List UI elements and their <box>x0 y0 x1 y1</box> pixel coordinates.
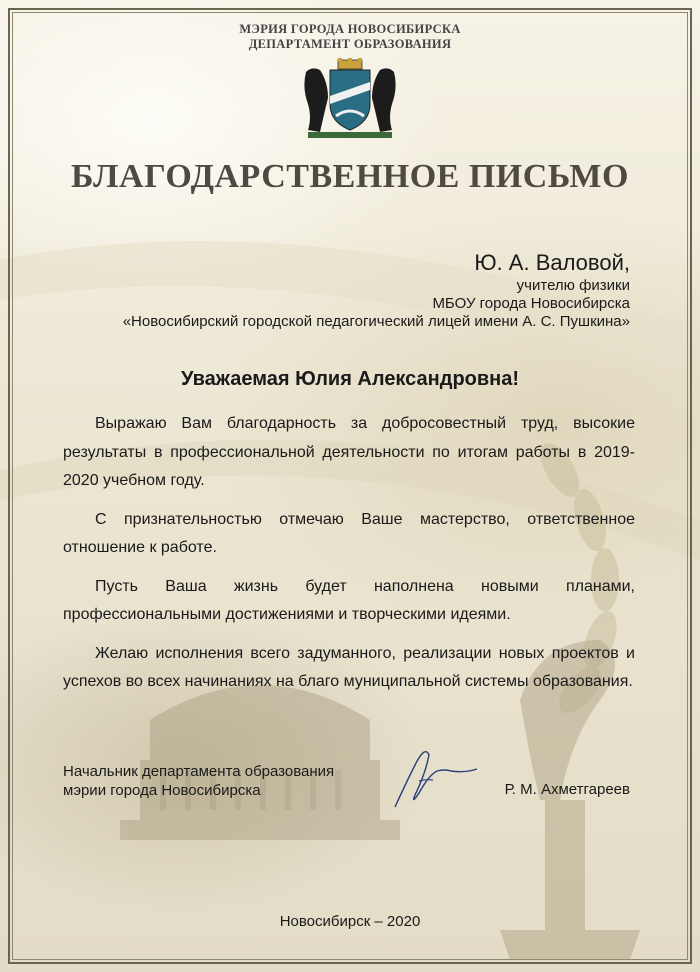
recipient-position: учителю физики <box>516 277 630 294</box>
paragraph-gratitude: Выражаю Вам благодарность за добросовестный труд, высокие результаты в профессиональной деятельности по итогам работы в 2019-2020 учебном году. <box>63 415 635 489</box>
signatory-title <box>63 762 334 800</box>
recipient-name: Ю. А. Валовой, <box>474 250 630 275</box>
paragraph-closing: Желаю исполнения всего задуманного, реализации новых проектов и успехов во всех начинаниях на благо муниципальной системы образования. <box>63 644 635 690</box>
recipient-school-full: «Новосибирский городской педагогический лицей имени А. С. Пушкина» <box>122 313 630 330</box>
signatory-name: Р. М. Ахметгареев <box>504 781 630 798</box>
letter-body <box>63 410 635 707</box>
paragraph-wishes: Пусть Ваша жизнь будет наполнена новыми планами, профессиональными достижениями и творческими идеями. <box>63 577 635 623</box>
paragraph-recognition: С признательностью отмечаю Ваше мастерство, ответственное отношение к работе. <box>63 510 635 556</box>
handwritten-signature-icon <box>385 735 485 815</box>
signatory-title-line2: мэрии города Новосибирска <box>63 782 261 799</box>
place-and-year: Новосибирск – 2020 <box>279 913 421 930</box>
novosibirsk-coat-of-arms-icon <box>298 58 402 142</box>
document-title: БЛАГОДАРСТВЕННОЕ ПИСЬМО <box>71 158 629 195</box>
header-mayor-office: МЭРИЯ ГОРОДА НОВОСИБИРСКА <box>239 22 461 36</box>
signatory-title-line1: Начальник департамента образования <box>63 763 335 780</box>
header-department: ДЕПАРТАМЕНТ ОБРАЗОВАНИЯ <box>248 37 452 51</box>
salutation: Уважаемая Юлия Александровна! <box>180 368 520 390</box>
recipient-school: МБОУ города Новосибирска <box>432 295 630 312</box>
